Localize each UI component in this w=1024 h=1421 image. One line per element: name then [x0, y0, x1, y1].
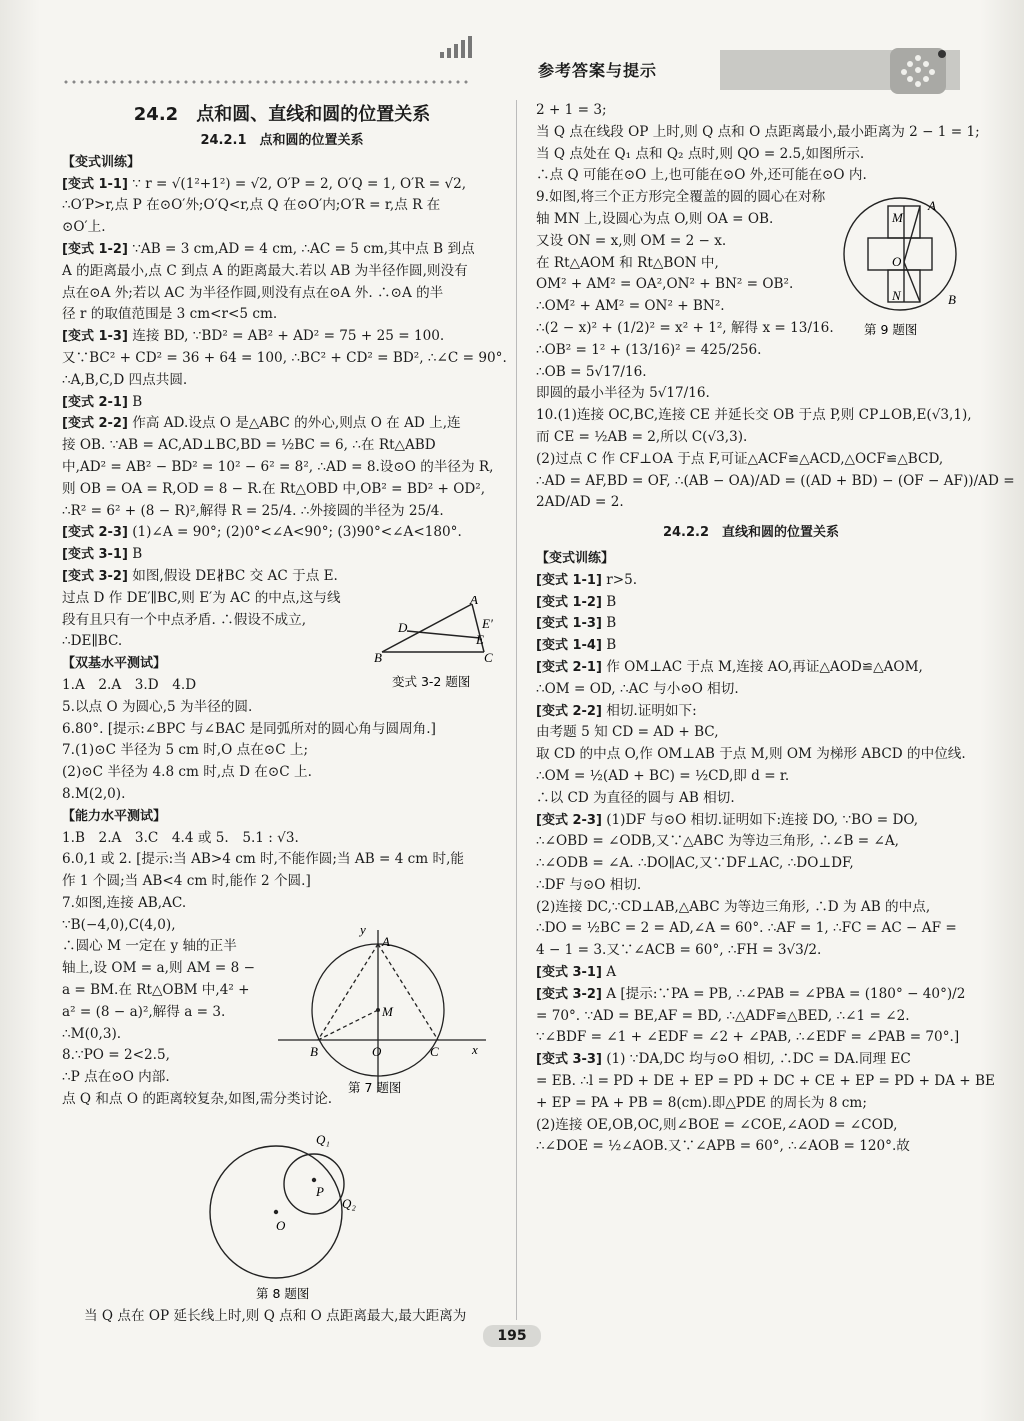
answer-line	[536, 1049, 966, 1071]
fig9-label: N	[892, 288, 901, 303]
answer-line	[536, 918, 966, 940]
answer-text: 取 CD 的中点 O,作 OM⊥AB 于点 M,则 OM 为梯形 ABCD 的中位线.	[536, 746, 966, 763]
answer-line: 轴 MN 上,设圆心为点 O,则 OA = OB.	[536, 210, 774, 227]
variant-tag: [变式 1-2]	[536, 594, 602, 610]
answer-text: 由考题 5 知 CD = AD + BC,	[536, 724, 719, 741]
variant-tag: [变式 3-1]	[62, 547, 128, 563]
answer-text: B	[601, 615, 617, 632]
answer-text: A [提示:∵PA = PB, ∴∠PAB = ∠PBA = (180° − 40°)/2	[601, 985, 966, 1002]
answer-line: ∴(2 − x)² + (1/2)² = x² + 1², 解得 x = 13/16.	[536, 319, 834, 336]
column-divider	[516, 100, 517, 1320]
answer-text: ∴P 点在⊙O 内部.	[62, 1069, 170, 1086]
answer-text: (1)∠A = 90°; (2)0°<∠A<90°; (3)90°<∠A<180°.	[127, 524, 462, 541]
fig7-label: C	[430, 1044, 439, 1059]
fig7-label: y	[360, 922, 366, 937]
answer-text: 作 OM⊥AC 于点 M,连接 AO,再证△AOD≌△AOM,	[601, 658, 923, 675]
answer-text: = 70°. ∵AD = BE,AF = BD, ∴△ADF≌△BED, ∴∠1 = ∠2.	[536, 1007, 910, 1024]
answer-line: 即圆的最小半径为 5√17/16.	[536, 385, 710, 402]
answer-line	[536, 1027, 966, 1049]
figure-7	[272, 920, 492, 1100]
fig7-center-dot	[376, 1008, 380, 1012]
answer-line	[62, 849, 502, 871]
answer-text: 6.80°. [提示:∠BPC 与∠BAC 是同弧所对的圆心角与圆周角.]	[62, 720, 436, 737]
figure-3-2	[372, 596, 502, 696]
variant-tag: [变式 1-1]	[536, 572, 602, 588]
answer-text: 1.B 2.A 3.C 4.4 或 5. 5.1 : √3.	[62, 829, 299, 846]
answer-text: ∴R² = 6² + (8 − R)²,解得 R = 25/4. ∴外接圆的半径为 25/4.	[62, 502, 444, 519]
section-heading: 【变式训练】	[62, 154, 141, 170]
figure-8	[200, 1130, 380, 1320]
answer-text: 如图,假设 DE∦BC 交 AC 于点 E.	[127, 567, 338, 584]
answer-text: ∴圆心 M 一定在 y 轴的正半	[62, 938, 237, 955]
fig9-oa	[904, 206, 920, 262]
answer-text: 轴上,设 OM = a,则 AM = 8 −	[62, 960, 255, 977]
answer-text: (1) ∵DA,DC 均与⊙O 相切, ∴DC = DA.同理 EC	[601, 1051, 911, 1068]
variant-tag: [变式 2-1]	[536, 659, 602, 675]
answer-text: ∴OM = ½(AD + BC) = ½CD,即 d = r.	[536, 767, 790, 784]
answer-text: 4 − 1 = 3.又∵∠ACB = 60°, ∴FH = 3√3/2.	[536, 942, 822, 959]
answer-text: 5.以点 O 为圆心,5 为半径的圆.	[62, 698, 253, 715]
answer-text: 点 Q 和点 O 的距离较复杂,如图,需分类讨论.	[62, 1091, 333, 1108]
left-bottom-line: 当 Q 点在 OP 延长线上时,则 Q 点和 O 点距离最大,最大距离为	[84, 1307, 467, 1324]
answer-text: a = BM.在 Rt△OBM 中,4² +	[62, 982, 250, 999]
fig8-label: O	[276, 1218, 286, 1233]
answer-line	[62, 762, 502, 784]
fig7-ac	[378, 944, 438, 1040]
answer-text: 过点 D 作 DE′∥BC,则 E′为 AC 的中点,这与线	[62, 589, 341, 606]
answer-line	[536, 1115, 966, 1137]
fig7-label: M	[382, 1004, 393, 1019]
answer-line	[62, 740, 502, 762]
answer-line: 当 Q 点在线段 OP 上时,则 Q 点和 O 点距离最小,最小距离为 2 − 1 = 1;	[536, 123, 980, 140]
answer-line: ∴AD = AF,BD = OF, ∴(AB − OA)/AD = ((AD + BD) − (OF − AF))/AD =	[536, 472, 1015, 489]
answer-line	[62, 413, 502, 435]
answer-text: ∵B(−4,0),C(4,0),	[62, 916, 176, 933]
variant-tag: [变式 2-2]	[536, 703, 602, 719]
variant-tag: [变式 1-3]	[536, 616, 602, 632]
answer-line	[536, 1071, 995, 1093]
answer-text: 8.M(2,0).	[62, 785, 126, 802]
answer-text: = EB. ∴l = PD + DE + EP = PD + DC + CE + EP = PD + DA + BE	[536, 1073, 995, 1090]
fig32-label: A	[470, 596, 478, 607]
answer-text: + EP = PA + PB = 8(cm).即△PDE 的周长为 8 cm;	[536, 1094, 867, 1111]
answer-text: 7.(1)⊙C 半径为 5 cm 时,O 点在⊙C 上;	[62, 742, 309, 759]
fig32-label: E	[476, 632, 484, 647]
answer-line	[62, 828, 502, 850]
answer-line: 当 Q 点处在 Q₁ 点和 Q₂ 点时,则 QO = 2.5,如图所示.	[536, 145, 865, 162]
fig32-caption: 变式 3-2 题图	[392, 674, 471, 689]
answer-line	[62, 479, 502, 501]
answer-line	[536, 766, 966, 788]
variant-tag: [变式 2-3]	[62, 525, 128, 541]
answer-line: 2 + 1 = 3;	[536, 102, 607, 118]
answer-line	[536, 1006, 966, 1028]
answer-text: a² = (8 − a)²,解得 a = 3.	[62, 1003, 226, 1020]
answer-line	[62, 348, 507, 370]
answer-text: r>5.	[601, 571, 638, 588]
fig8-caption: 第 8 题图	[256, 1286, 310, 1301]
fig32-label: C	[484, 650, 493, 665]
answer-text: (2)连接 OE,OB,OC,则∠BOE = ∠COE,∠AOD = ∠COD,	[536, 1116, 898, 1133]
answer-text: 作高 AD.设点 O 是△ABC 的外心,则点 O 在 AD 上,连	[127, 415, 461, 432]
answer-text: ∴∠OBD = ∠ODB,又∵△ABC 为等边三角形, ∴∠B = ∠A,	[536, 833, 900, 850]
answer-text: 接 OB. ∵AB = AC,AD⊥BC,BD = ½BC = 6, ∴在 Rt△ABD	[62, 437, 436, 454]
answer-line	[62, 326, 502, 348]
answer-line: 在 Rt△AOM 和 Rt△BON 中,	[536, 254, 719, 271]
answer-text: 则 OB = OA = R,OD = 8 − R.在 Rt△OBD 中,OB² = BD² + OD²,	[62, 480, 486, 497]
fig7-ab	[318, 944, 378, 1040]
answer-line	[536, 962, 966, 984]
answer-line	[536, 635, 966, 657]
answer-line	[62, 261, 502, 283]
answer-text: 8.∵PO = 2<2.5,	[62, 1047, 170, 1064]
answer-text: B	[601, 593, 617, 610]
fig7-caption: 第 7 题图	[348, 1080, 402, 1095]
fig7-bm	[318, 1010, 378, 1040]
answer-line	[536, 984, 966, 1006]
answer-text: ∴∠ODB = ∠A. ∴DO∥AC,又∵DF⊥AC, ∴DO⊥DF,	[536, 855, 854, 872]
answer-line: ∴OB = 5√17/16.	[536, 363, 647, 380]
answer-text: ∴以 CD 为直径的圆与 AB 相切.	[536, 789, 735, 806]
answer-line	[62, 893, 502, 915]
fig7-label: x	[472, 1042, 478, 1057]
answer-line: OM² + AM² = OA²,ON² + BN² = OB².	[536, 276, 794, 293]
section-heading: 【能力水平测试】	[62, 808, 167, 824]
variant-tag: [变式 1-2]	[62, 241, 128, 257]
fig8-point-p	[312, 1178, 316, 1182]
variant-tag: [变式 3-2]	[62, 568, 128, 584]
answer-text: ∵AB = 3 cm,AD = 4 cm, ∴AC = 5 cm,其中点 B 到点	[127, 240, 475, 257]
answer-line	[536, 744, 966, 766]
answer-text: A 的距离最小,点 C 到点 A 的距离最大.若以 AB 为半径作圆,则没有	[62, 262, 468, 279]
fig9-label: O	[892, 254, 902, 269]
variant-tag: [变式 1-1]	[62, 176, 128, 192]
answer-line	[62, 784, 502, 806]
answer-line	[62, 522, 502, 544]
header-dot-rule	[62, 78, 472, 86]
answer-line	[62, 697, 502, 719]
answer-line	[536, 592, 966, 614]
right-bottom-lines	[536, 548, 995, 1158]
section-heading: 【变式训练】	[536, 550, 615, 566]
answer-line	[536, 810, 966, 832]
subsection-title-1: 24.2.1 点和圆的位置关系	[200, 133, 364, 148]
answer-line	[62, 719, 502, 741]
answer-text: ∵ r = √(1²+1²) = √2, O′P = 2, O′Q = 1, O′R = √2,	[127, 175, 467, 192]
page-number	[462, 1325, 562, 1347]
header-title: 参考答案与提示	[538, 61, 658, 80]
answer-line: 而 CE = ½AB = 2,所以 C(√3,3).	[536, 428, 748, 445]
answer-text: (1)DF 与⊙O 相切.证明如下:连接 DO, ∵BO = DO,	[601, 811, 919, 828]
fig32-ab	[382, 604, 472, 652]
answer-line	[536, 1093, 966, 1115]
answer-text: 段有且只有一个中点矛盾. ∴假设不成立,	[62, 611, 307, 628]
answer-line: ∴点 Q 可能在⊙O 上,也可能在⊙O 外,还可能在⊙O 内.	[536, 167, 867, 184]
answer-line	[62, 435, 502, 457]
variant-tag: [变式 2-1]	[62, 394, 128, 410]
fig32-label: B	[374, 650, 382, 665]
answer-text: 7.如图,连接 AB,AC.	[62, 894, 187, 911]
answer-text: ∴M(0,3).	[62, 1025, 122, 1042]
answer-text: ∴DO = ½BC = 2 = AD,∠A = 60°. ∴AF = 1, ∴FC = AC − AF =	[536, 920, 957, 937]
answer-line	[536, 570, 966, 592]
answer-text: 径 r 的取值范围是 3 cm<r<5 cm.	[62, 306, 278, 323]
answer-line	[62, 457, 502, 479]
answer-text: ∴∠DOE = ½∠AOB.又∵∠APB = 60°, ∴∠AOB = 120°.故	[536, 1138, 910, 1155]
answer-text: ∴O′P>r,点 P 在⊙O′外;O′Q<r,点 Q 在⊙O′内;O′R = r,点 R 在	[62, 197, 441, 214]
answer-text: B	[601, 637, 617, 654]
answer-line: 又设 ON = x,则 OM = 2 − x.	[536, 232, 727, 249]
answer-line: 9.如图,将三个正方形完全覆盖的圆的圆心在对称	[536, 189, 826, 206]
variant-tag: [变式 1-4]	[536, 638, 602, 654]
answer-line	[62, 871, 502, 893]
answer-text: ∴OM = OD, ∴AC 与小⊙O 相切.	[536, 680, 739, 697]
answer-text: B	[127, 393, 143, 410]
answer-line	[536, 831, 966, 853]
answer-text: (2)⊙C 半径为 4.8 cm 时,点 D 在⊙C 上.	[62, 764, 312, 781]
fig9-ob	[904, 262, 920, 302]
answer-line	[62, 544, 502, 566]
fig9-label: A	[928, 198, 936, 213]
section-heading: 【双基水平测试】	[62, 656, 167, 672]
answer-line	[62, 501, 502, 523]
answer-line: 10.(1)连接 OC,BC,连接 CE 并延长交 OB 于点 P,则 CP⊥OB,E(√3,1),	[536, 407, 972, 424]
fig32-label: D	[398, 620, 408, 635]
answer-line	[62, 370, 502, 392]
variant-tag: [变式 1-3]	[62, 329, 128, 345]
answer-text: 作 1 个圆;当 AB<4 cm 时,能作 2 个圆.]	[62, 873, 311, 890]
answer-text: 6.0,1 或 2. [提示:当 AB>4 cm 时,不能作圆;当 AB = 4 cm 时,能	[62, 851, 465, 868]
answer-line	[536, 657, 966, 679]
answer-text: 连接 BD, ∵BD² = AB² + AD² = 75 + 25 = 100.	[127, 328, 445, 345]
answer-text: 点在⊙A 外;若以 AC 为半径作圆,则没有点在⊙A 外. ∴⊙A 的半	[62, 284, 444, 301]
answer-line: 2AD/AD = 2.	[536, 494, 624, 511]
answer-line	[62, 566, 502, 588]
answer-text: (2)连接 DC,∵CD⊥AB,△ABC 为等边三角形, ∴D 为 AB 的中点,	[536, 898, 931, 915]
variant-tag: [变式 3-2]	[536, 986, 602, 1002]
answer-line	[62, 283, 502, 305]
fig8-label: Q₁	[316, 1132, 330, 1147]
answer-line	[62, 304, 502, 326]
fig9-label: B	[948, 292, 956, 307]
answer-text: ∴DF 与⊙O 相切.	[536, 876, 642, 893]
answer-text: 又∵BC² + CD² = 36 + 64 = 100, ∴BC² + CD² = BD², ∴∠C = 90°.	[62, 349, 507, 366]
variant-tag: [变式 2-2]	[62, 416, 128, 432]
answer-line	[536, 875, 966, 897]
fig7-label: A	[382, 934, 390, 949]
answer-text: B	[127, 546, 143, 563]
fig7-label: O	[372, 1044, 382, 1059]
section-title: 24.2 点和圆、直线和圆的位置关系	[133, 104, 431, 125]
fig9-label: M	[892, 210, 903, 225]
brand-logo-icon	[888, 46, 948, 96]
variant-tag: [变式 3-1]	[536, 965, 602, 981]
answer-line: ∴OM² + AM² = ON² + BN².	[536, 298, 725, 315]
answer-text: 中,AD² = AB² − BD² = 10² − 6² = 8², ∴AD = 8.设⊙O 的半径为 R,	[62, 458, 494, 475]
answer-text: A	[601, 964, 617, 981]
answer-line	[536, 679, 966, 701]
fig9-caption: 第 9 题图	[864, 322, 918, 337]
answer-line	[62, 174, 502, 196]
answer-line	[536, 722, 966, 744]
answer-line	[62, 239, 502, 261]
answer-line	[536, 788, 966, 810]
answer-text: ∴DE∥BC.	[62, 633, 123, 650]
page-number-label: 195	[483, 1325, 540, 1347]
answer-line	[62, 392, 502, 414]
answer-line	[536, 897, 966, 919]
variant-tag: [变式 2-3]	[536, 812, 602, 828]
answer-line: (2)过点 C 作 CF⊥OA 于点 F,可证△ACF≌△ACD,△OCF≌△BCD,	[536, 450, 944, 467]
answer-line	[536, 853, 966, 875]
answer-line	[62, 195, 502, 217]
answer-line: ∴OB² = 1² + (13/16)² = 425/256.	[536, 341, 762, 358]
variant-tag: [变式 3-3]	[536, 1052, 602, 1068]
answer-text: 相切.证明如下:	[601, 702, 697, 719]
answer-line	[536, 1136, 966, 1158]
fig7-label: B	[310, 1044, 318, 1059]
answer-text: ∵∠BDF = ∠1 + ∠EDF = ∠2 + ∠PAB, ∴∠EDF = ∠PAB = 70°.]	[536, 1029, 960, 1046]
answer-line	[536, 940, 966, 962]
answer-line	[62, 217, 502, 239]
answer-line	[536, 613, 966, 635]
fig8-point-o	[274, 1210, 278, 1214]
answer-text: 1.A 2.A 3.D 4.D	[62, 676, 197, 693]
figure-9	[840, 192, 970, 342]
answer-text: ∴A,B,C,D 四点共圆.	[62, 371, 188, 388]
fig8-label: Q₂	[342, 1196, 356, 1211]
answer-line	[536, 701, 966, 723]
fig32-de	[407, 631, 480, 638]
fig32-label: E′	[482, 616, 493, 631]
fig8-label: P	[316, 1184, 324, 1199]
answer-text: ⊙O′上.	[62, 219, 106, 236]
subsection-title-2: 24.2.2 直线和圆的位置关系	[662, 525, 840, 541]
